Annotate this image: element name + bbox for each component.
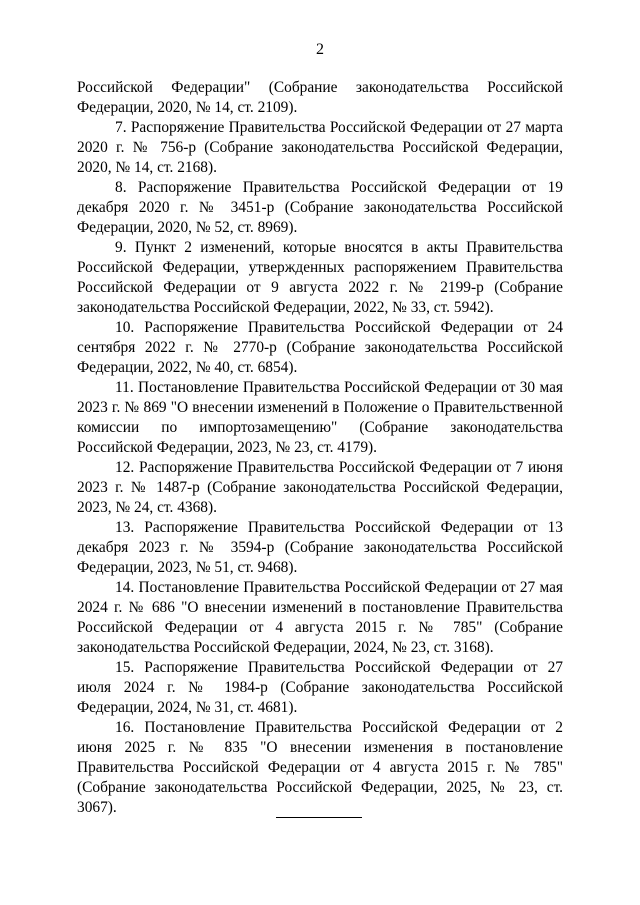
end-separator-line	[276, 817, 362, 818]
list-item-15: 15. Распоряжение Правительства Российской Федерации от 27 июля 2024 г. № 1984-р (Собрание законодательства Российской Федерации, 2024, № 31, ст. 4681).	[77, 659, 563, 716]
list-item-continuation: Российской Федерации" (Собрание законодательства Российской Федерации, 2020, № 14, ст. 2109).	[77, 79, 563, 116]
list-item-9: 9. Пункт 2 изменений, которые вносятся в акты Правительства Российской Федерации, утвержденных распоряжением Правительства Российской Федерации от 9 августа 2022 г. № 2199-р (Собрание законодательства Российской Федерации, 2022, № 33, ст. 5942).	[77, 239, 563, 316]
list-item-11: 11. Постановление Правительства Российской Федерации от 30 мая 2023 г. № 869 "О внесении изменений в Положение о Правительственной комиссии по импортозамещению" (Собрание законодательства Российской Федерации, 2023, № 23, ст. 4179).	[77, 379, 563, 456]
list-item-8: 8. Распоряжение Правительства Российской Федерации от 19 декабря 2020 г. № 3451-р (Собрание законодательства Российской Федерации, 2020, № 52, ст. 8969).	[77, 179, 563, 236]
document-body	[77, 78, 563, 818]
list-item-14: 14. Постановление Правительства Российской Федерации от 27 мая 2024 г. № 686 "О внесении изменений в постановление Правительства Российской Федерации от 4 августа 2015 г. № 785" (Собрание законодательства Российской Федерации, 2024, № 23, ст. 3168).	[77, 579, 563, 656]
list-item-16: 16. Постановление Правительства Российской Федерации от 2 июня 2025 г. № 835 "О внесении изменения в постановление Правительства Российской Федерации от 4 августа 2015 г. № 785" (Собрание законодательства Российской Федерации, 2025, № 23, ст. 3067).	[77, 719, 563, 816]
list-item-12: 12. Распоряжение Правительства Российской Федерации от 7 июня 2023 г. № 1487-р (Собрание законодательства Российской Федерации, 2023, № 24, ст. 4368).	[77, 459, 563, 516]
page-number: 2	[316, 41, 324, 58]
list-item-10: 10. Распоряжение Правительства Российской Федерации от 24 сентября 2022 г. № 2770-р (Собрание законодательства Российской Федерации, 2022, № 40, ст. 6854).	[77, 319, 563, 376]
list-item-13: 13. Распоряжение Правительства Российской Федерации от 13 декабря 2023 г. № 3594-р (Собрание законодательства Российской Федерации, 2023, № 51, ст. 9468).	[77, 519, 563, 576]
list-item-7: 7. Распоряжение Правительства Российской Федерации от 27 марта 2020 г. № 756-р (Собрание законодательства Российской Федерации, 2020, № 14, ст. 2168).	[77, 119, 563, 176]
